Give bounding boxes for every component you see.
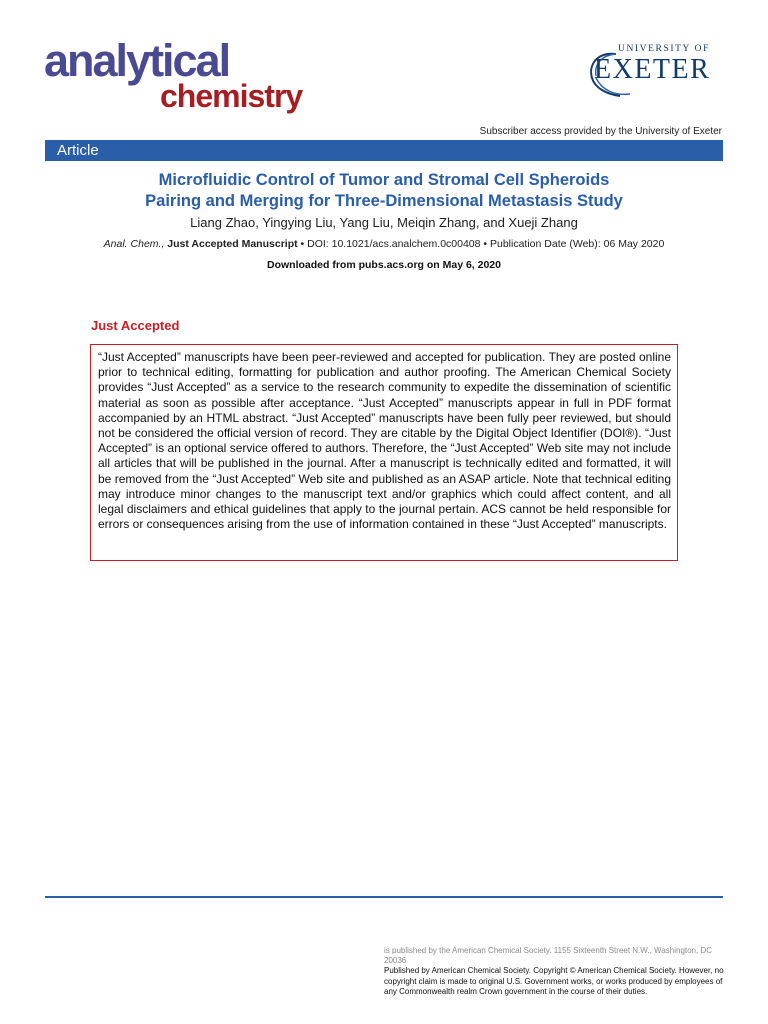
- journal-logo-analytical: analytical: [44, 35, 230, 86]
- university-name: EXETER: [594, 54, 711, 85]
- copyright-notice: Published by American Chemical Society. Copyright © American Chemical Society. However, no copyright claim is made to original U.S. Government works, or works produced by employees of any Commonwealth realm Crown government in the course of their duties.: [384, 966, 724, 996]
- university-logo: [586, 44, 726, 106]
- university-label: UNIVERSITY OF: [618, 44, 710, 54]
- journal-abbrev: Anal. Chem.,: [103, 238, 165, 250]
- download-note: Downloaded from pubs.acs.org on May 6, 2020: [267, 259, 501, 271]
- article-title-line2: Pairing and Merging for Three-Dimensional Metastasis Study: [145, 192, 623, 210]
- article-title: [45, 170, 723, 212]
- publication-info: [45, 238, 723, 250]
- subscriber-access-note: Subscriber access provided by the University of Exeter: [479, 126, 722, 137]
- footer: [384, 946, 724, 997]
- section-bar: [45, 140, 723, 161]
- footer-divider: [45, 896, 723, 898]
- manuscript-status: Just Accepted Manuscript: [167, 238, 298, 250]
- article-title-line1: Microfluidic Control of Tumor and Stromal Cell Spheroids: [158, 171, 610, 189]
- doi-and-date: • DOI: 10.1021/acs.analchem.0c00408 • Publication Date (Web): 06 May 2020: [297, 238, 665, 250]
- journal-logo-chemistry: chemistry: [160, 78, 303, 114]
- author-list: Liang Zhao, Yingying Liu, Yang Liu, Meiqin Zhang, and Xueji Zhang: [190, 215, 578, 230]
- section-label: Article: [57, 142, 99, 159]
- just-accepted-text: “Just Accepted” manuscripts have been peer-reviewed and accepted for publication. They are posted online prior to technical editing, formatting for publication and author proofing. The American Chemical Society provides “Just Accepted” as a service to the research community to expedite the dissemination of scientific material as soon as possible after acceptance. “Just Accepted” manuscripts appear in full in PDF format accompanied by an HTML abstract. “Just Accepted” manuscripts have been fully peer reviewed, but should not be considered the official version of record. They are citable by the Digital Object Identifier (DOI®). “Just Accepted” is an optional service offered to authors. Therefore, the “Just Accepted” Web site may not include all articles that will be published in the journal. After a manuscript is technically edited and formatted, it will be removed from the “Just Accepted” Web site and published as an ASAP article. Note that technical editing may introduce minor changes to the manuscript text and/or graphics which could affect content, and all legal disclaimers and ethical guidelines that apply to the journal pertain. ACS cannot be held responsible for errors or consequences arising from the use of information contained in these “Just Accepted” manuscripts.: [98, 350, 671, 532]
- just-accepted-notice: [90, 344, 678, 561]
- just-accepted-heading: Just Accepted: [91, 318, 180, 333]
- publisher-address: is published by the American Chemical Society. 1155 Sixteenth Street N.W., Washington, DC 20036: [384, 946, 713, 966]
